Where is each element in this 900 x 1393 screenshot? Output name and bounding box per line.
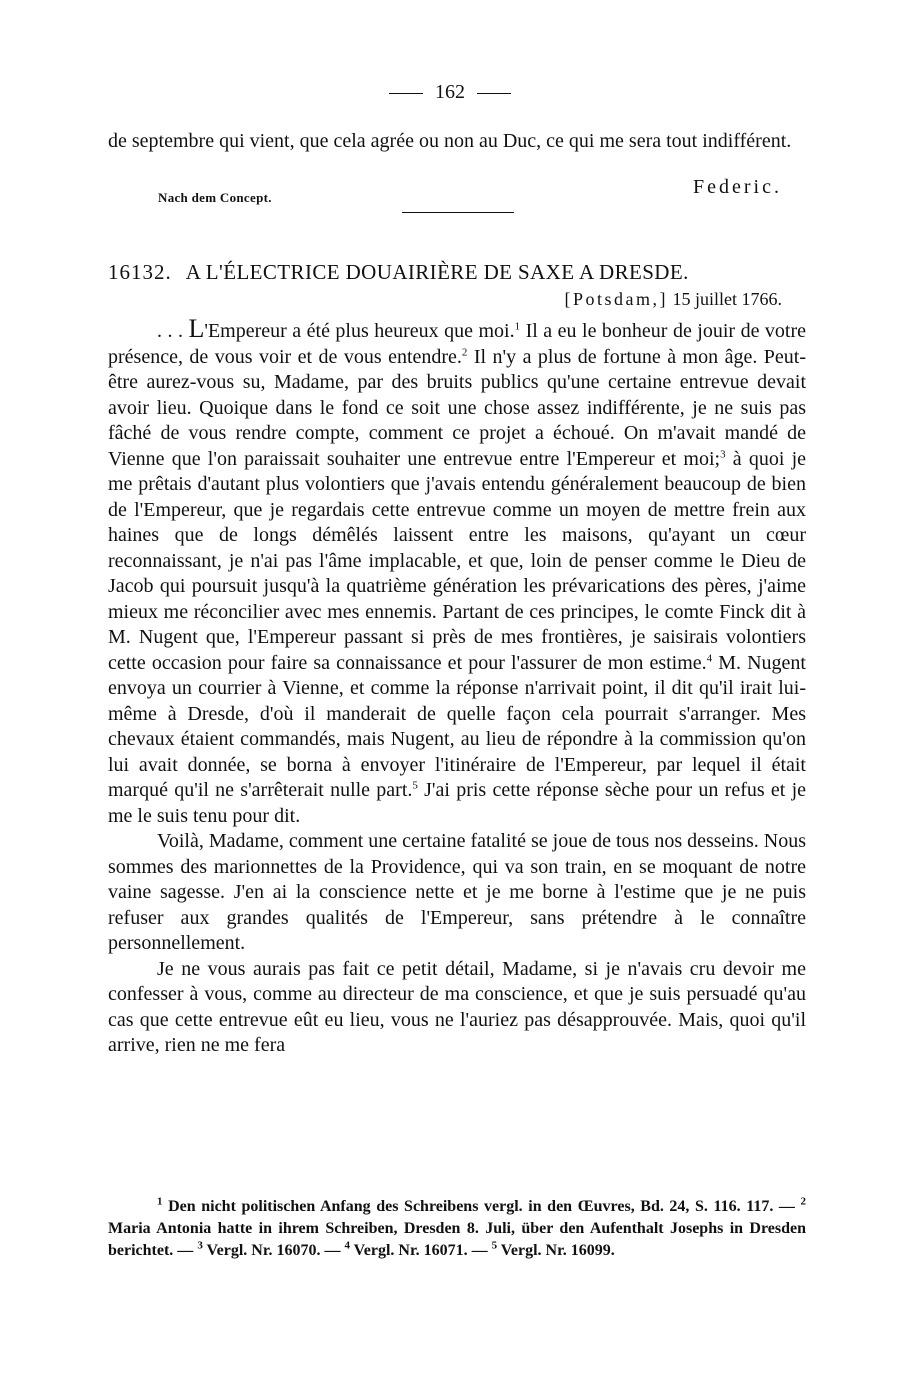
- letter-body: [108, 314, 807, 1059]
- letter-date: 15 juillet 1766.: [672, 289, 782, 309]
- header-dash-left: [389, 93, 423, 94]
- footnote-ref-3: 3: [720, 447, 726, 460]
- page-header: [0, 80, 900, 104]
- footnote-3: Vergl. Nr. 16070. —: [202, 1242, 345, 1259]
- paragraph-2: Voilà, Madame, comment une certaine fatalité se joue de tous nos desseins. Nous sommes des marionnettes de la Providence, qui va son train, en se moquant de notre vaine sagesse. J'en ai la conscience nette et je me borne à l'estime que je ne puis refuser aux grandes qualités de l'Empereur, sans prétendre à le connaître personnellement.: [108, 830, 806, 954]
- footnote-ref-4: 4: [706, 651, 713, 664]
- letter-dateline: [565, 287, 783, 311]
- paragraph-3: Je ne vous aurais pas fait ce petit détail, Madame, si je n'avais cru devoir me confesser à vous, comme au directeur de ma conscience, et que je suis persuadé qu'au cas que cette entrevue eût eu lieu, vous ne l'auriez pas désapprouvée. Mais, quoi qu'il arrive, rien ne me fera: [108, 957, 806, 1056]
- section-divider: [402, 212, 514, 213]
- footnote-marker-3: 3: [197, 1239, 203, 1252]
- footnote-block: [108, 1196, 806, 1262]
- footnote-marker-5: 5: [491, 1239, 498, 1252]
- footnotes: [108, 1196, 806, 1262]
- footnote-1: Den nicht politischen Anfang des Schreibens vergl. in den Œuvres, Bd. 24, S. 116. 117. —: [162, 1198, 801, 1215]
- footnote-2: Maria Antonia hatte in ihrem Schreiben, Dresden 8. Juli, über den Aufenthalt Josephs in Dresden berichtet. —: [108, 1220, 806, 1259]
- source-note: Nach dem Concept.: [158, 190, 272, 205]
- footnote-ref-2: 2: [461, 345, 468, 358]
- signature: Federic.: [693, 176, 782, 198]
- drop-capital: L: [188, 314, 205, 343]
- footnote-marker-2: 2: [800, 1195, 806, 1208]
- header-dash-right: [477, 93, 511, 94]
- letter-heading: [108, 258, 808, 286]
- paragraph-1-text-1: 'Empereur a été plus heureux que moi.: [204, 320, 515, 342]
- paragraph-1-text-2: Il a eu le bonheur de jouir de votre présence, de vous voir et de vous entendre.: [108, 320, 807, 368]
- ellipsis-lead: . . .: [157, 320, 189, 342]
- paragraph-1-text-4: à quoi je me prêtais d'autant plus volontiers que j'avais entendu généralement beaucoup de bien de l'Empereur, que je regardais cette entrevue comme un moyen de mettre frein aux haines que de longs démêlés laissent entre les maisons, qu'ayant un cœur reconnaissant, je n'ai pas l'âme implacable, et que, loin de penser comme le Dieu de Jacob qui poursuit jusqu'à la quatrième génération les prévarications des pères, j'aime mieux me réconcilier avec mes ennemis. Partant de ces principes, le comte Finck dit à M. Nugent que, l'Empereur passant si près de mes frontières, je saisirais volontiers cette occasion pour faire sa connaissance et pour l'assurer de mon estime.: [108, 447, 806, 674]
- footnote-marker-1: 1: [157, 1195, 163, 1208]
- paragraph-1-text-6: J'ai pris cette réponse sèche pour un refus et je me le suis tenu pour dit.: [108, 779, 806, 827]
- letter-place: [Potsdam,]: [564, 289, 668, 309]
- footnote-ref-5: 5: [412, 779, 418, 792]
- letter-number: 16132.: [108, 260, 172, 284]
- footnote-4: Vergl. Nr. 16071. —: [349, 1242, 492, 1259]
- footnote-marker-4: 4: [344, 1239, 350, 1252]
- letter-title: A L'ÉLECTRICE DOUAIRIÈRE DE SAXE A DRESDE.: [185, 260, 689, 284]
- paragraph-1-text-3: Il n'y a plus de fortune à mon âge. Peut-être aurez-vous su, Madame, par des bruits publics qu'une certaine entrevue devait avoir lieu. Quoique dans le fond ce soit une chose assez indifférente, je ne suis pas fâché de vous rendre compte, comment ce projet a échoué. On m'avait mandé de Vienne que l'on paraissait souhaiter une entrevue entre l'Empereur et moi;: [108, 345, 806, 470]
- footnote-5: Vergl. Nr. 16099.: [497, 1242, 615, 1259]
- paragraph-1: [108, 314, 807, 829]
- page-number: 162: [435, 81, 465, 103]
- paragraph-1-text-5: M. Nugent envoya un courrier à Vienne, et comme la réponse n'arrivait point, il dit qu'il irait lui-même à Dresde, d'où il manderait de quelle façon cela pourrait s'arranger. Mes chevaux étaient commandés, mais Nugent, au lieu de répondre à la commission qu'on lui avait donnée, se borna à envoyer l'itinéraire de l'Empereur, par lequel il était marqué qu'il ne s'arrêterait nulle part.: [108, 651, 806, 801]
- footnote-ref-1: 1: [514, 320, 521, 333]
- previous-letter-closing-text: de septembre qui vient, que cela agrée ou non au Duc, ce qui me sera tout indifférent.: [108, 130, 792, 152]
